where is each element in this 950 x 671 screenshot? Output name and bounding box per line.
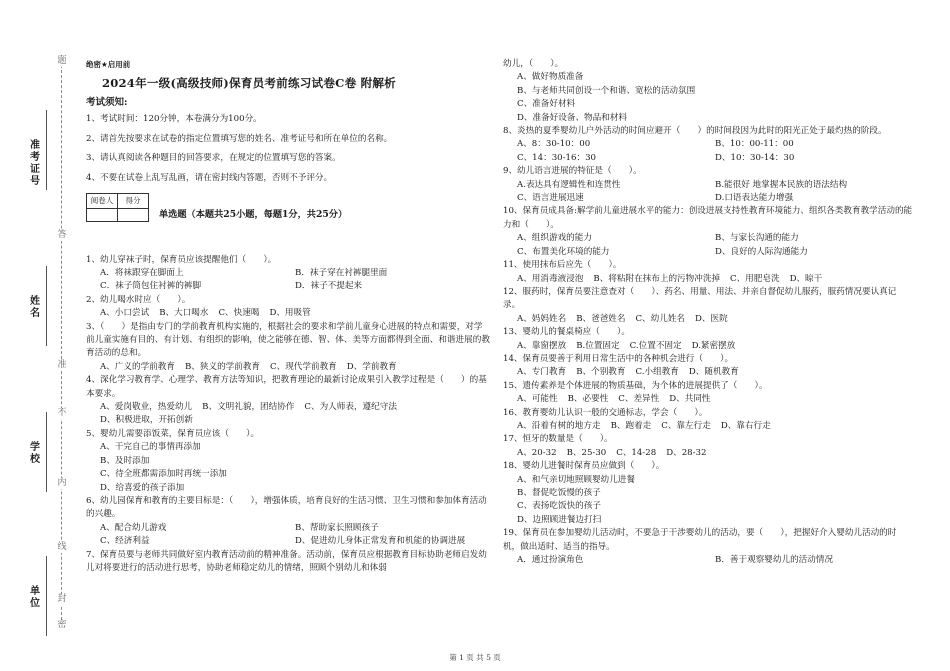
- option-row: [503, 179, 913, 206]
- binding-field-label: 准考证号: [30, 140, 40, 187]
- option-row: [86, 401, 490, 428]
- answer-option[interactable]: D、学前教育: [346, 361, 397, 372]
- notice-item: 1、考试时间：120分钟，本卷满分为100分。: [86, 114, 262, 125]
- answer-option[interactable]: D、边照顾进餐边打扫: [517, 514, 602, 525]
- notice-item: 4、不要在试卷上乱写乱画，请在密封线内答题，否则不予评分。: [86, 173, 333, 183]
- seal-line-mark: 答: [57, 230, 67, 240]
- answer-option[interactable]: B、与家长沟通的能力: [715, 233, 799, 244]
- question-text: 1、幼儿穿袜子时，保育员应该提醒他们（ ）。: [86, 254, 277, 265]
- option-row: [503, 138, 913, 165]
- question-text: 8、炎热的夏季婴幼儿户外活动的时间应避开（ ）的时间段因为此时的阳光正处于最灼热的阶段。: [503, 126, 887, 137]
- answer-option[interactable]: A．将袜跟穿在脚面上: [100, 268, 184, 278]
- answer-option[interactable]: B、25-30: [566, 447, 607, 458]
- binding-field-blank[interactable]: [46, 556, 47, 636]
- answer-option[interactable]: B、文明礼貌，团结协作: [202, 402, 295, 413]
- score-row: [86, 192, 490, 224]
- answer-option[interactable]: B．善于观察婴幼儿的活动情况: [715, 555, 834, 566]
- question-text: 9、幼儿语言进展的特征是（ ）。: [503, 166, 642, 177]
- question-item: [503, 125, 913, 165]
- question-text: 5、婴幼儿需要添饭菜，保育员应该（ ）。: [86, 428, 260, 439]
- option-row: [503, 340, 913, 353]
- answer-option[interactable]: C、现代学前教育: [270, 361, 337, 372]
- question-item: [503, 380, 913, 407]
- answer-option[interactable]: B.能很好 地掌握本民族的语法结构: [715, 179, 848, 190]
- question-item: [503, 259, 913, 286]
- answer-option[interactable]: C、用肥皂洗: [730, 273, 780, 284]
- answer-option[interactable]: C.位置不固定: [629, 340, 682, 351]
- answer-option[interactable]: A、小口尝试: [100, 308, 150, 319]
- secret-label: 绝密★启用前: [86, 60, 131, 69]
- option-row: [503, 273, 913, 286]
- answer-option[interactable]: D、良好的人际沟通能力: [715, 246, 808, 257]
- answer-option[interactable]: B、爸爸姓名: [576, 313, 626, 324]
- answer-option[interactable]: B、个别教育: [576, 367, 626, 378]
- question-item: [503, 58, 913, 125]
- right-question-list: [503, 58, 913, 567]
- question-text: 4、深化学习教育学、心理学、教育方法等知识，把教育理论的最新讨论成果引入教学过程是（ ）的基本要求。: [86, 375, 487, 399]
- score-cell: 得分: [118, 194, 149, 208]
- binding-field-blank[interactable]: [46, 412, 47, 492]
- answer-option[interactable]: D、晾干: [789, 273, 823, 284]
- seal-line-mark: 密: [57, 620, 67, 630]
- option-row: [503, 232, 913, 259]
- answer-option[interactable]: B、必要性: [567, 394, 609, 405]
- spacer: [86, 224, 490, 254]
- answer-option[interactable]: A、20-32: [517, 447, 557, 458]
- notice-list: [86, 113, 490, 185]
- answer-option[interactable]: A、和气亲切地照顾婴幼儿进餐: [517, 474, 635, 485]
- option-row: [503, 447, 913, 460]
- answer-option[interactable]: B、跑着走: [610, 420, 652, 431]
- answer-option[interactable]: B、狭义的学前教育: [184, 361, 261, 372]
- seal-line-mark: 内: [57, 478, 67, 488]
- answer-option[interactable]: D．袜子不提起来: [295, 281, 363, 292]
- question-item: [503, 165, 913, 205]
- question-text: 15、遗传素养是个体进展的物质基础，为个体的进展提供了（ ）。: [503, 380, 768, 391]
- option-row: [86, 307, 490, 320]
- answer-option[interactable]: B、大口喝水: [159, 308, 209, 319]
- option-row: [503, 313, 913, 326]
- answer-option[interactable]: C、为人师表，遵纪守法: [304, 402, 397, 413]
- question-item: [503, 326, 913, 353]
- answer-option[interactable]: A、爱岗敬业，热爱幼儿: [100, 402, 193, 413]
- question-item: [503, 460, 913, 527]
- answer-option[interactable]: C.小组教育: [635, 367, 679, 378]
- answer-option[interactable]: A、专门教育: [517, 367, 567, 378]
- answer-option[interactable]: A、妈妈姓名: [517, 313, 567, 324]
- answer-option[interactable]: A、配合幼儿游戏: [100, 522, 167, 533]
- answer-option[interactable]: C、14-28: [616, 447, 657, 458]
- left-question-list: [86, 254, 490, 576]
- option-row: [503, 554, 913, 567]
- option-row: [503, 393, 913, 406]
- answer-option[interactable]: C．袜子筒包住衬裤的裤脚: [100, 281, 202, 292]
- seal-line-mark: 封: [57, 594, 67, 604]
- question-text: 6、幼儿园保育和教育的主要目标是：（ ），增强体质，培育良好的生活习惯、卫生习惯和参加体育活动的兴趣。: [86, 495, 487, 520]
- question-text: 14、保育员要善于利用日常生活中的各种机会进行（ ）。: [503, 353, 734, 364]
- answer-option[interactable]: A、广义的学前教育: [100, 361, 175, 372]
- question-text: 2、幼儿喝水时应（ ）。: [86, 294, 191, 305]
- binding-field-label: 单位: [30, 586, 40, 609]
- question-text: 11、使用抹布后应先（ ）。: [503, 260, 622, 271]
- seal-line-mark: 线: [57, 542, 67, 552]
- answer-option[interactable]: C、幼儿姓名: [635, 313, 686, 324]
- answer-option[interactable]: C、经济利益: [100, 536, 150, 547]
- section-heading: 单选题（本题共25小题，每题1分，共25分）: [159, 208, 348, 220]
- answer-option[interactable]: D、共同性: [669, 394, 711, 405]
- answer-option[interactable]: B、及时添加: [100, 455, 150, 466]
- score-input-cell[interactable]: [118, 208, 149, 221]
- grader-cell: 阅卷人: [87, 194, 118, 208]
- seal-line-mark: 准: [57, 360, 67, 370]
- question-item: [503, 527, 913, 567]
- exam-title: 2024年一级(高级技师)保育员考前练习试卷C卷 附解析: [102, 76, 396, 91]
- answer-option[interactable]: C、差异性: [618, 394, 660, 405]
- question-item: [86, 549, 490, 576]
- answer-option[interactable]: C、靠左行走: [661, 420, 711, 431]
- grader-input-cell[interactable]: [87, 208, 118, 221]
- answer-option[interactable]: C、表扬吃饭快的孩子: [517, 501, 601, 512]
- option-row: [86, 267, 490, 294]
- answer-option[interactable]: A、可能性: [517, 394, 558, 405]
- question-item: [503, 353, 913, 380]
- question-text: 3、（ ）是指由专门的学前教育机构实施的，根据社会的要求和学前儿童身心进展的特点和需要，对学前儿童实施有目的、有计划、有组织的影响，使之能够在德、智、体、美等方面都得到全面、和谐进展的教育活动的总和。: [86, 321, 490, 359]
- answer-option[interactable]: A、干完自己的事情再添加: [100, 442, 201, 453]
- question-item: [503, 205, 913, 259]
- answer-option[interactable]: B、督促吃饭慢的孩子: [517, 488, 601, 498]
- answer-option[interactable]: D.口语表达能力增强: [715, 193, 794, 204]
- answer-option[interactable]: B、将粘附在抹布上的污物冲洗掉: [593, 273, 721, 284]
- question-item: [86, 428, 490, 495]
- option-row: [503, 420, 913, 433]
- question-item: [503, 407, 913, 434]
- score-table: [86, 193, 149, 221]
- answer-option[interactable]: A、沿着有树的地方走: [517, 420, 601, 431]
- binding-field-blank[interactable]: [46, 266, 47, 346]
- binding-strip: [0, 0, 80, 671]
- answer-option[interactable]: D、用吸管: [269, 308, 311, 319]
- answer-option[interactable]: C、快速喝: [218, 308, 260, 319]
- answer-option[interactable]: B、10：00-11：00: [715, 139, 794, 150]
- answer-option[interactable]: B.位置固定: [576, 340, 620, 351]
- question-item: [86, 374, 490, 428]
- answer-option[interactable]: D、准备好设备、物品和材料: [517, 112, 628, 123]
- answer-option[interactable]: C、准备好材料: [517, 99, 576, 110]
- answer-option[interactable]: D、靠右行走: [720, 420, 771, 431]
- question-text: 16、教育婴幼儿认识一般的交通标志，学会（ ）。: [503, 407, 708, 418]
- question-item: [86, 254, 490, 294]
- question-text: 10、保育员成具备:解学前儿童进展水平的能力：创设进展支持性教育环境能力、组织各类教育教学活动的能力和（ ）。: [503, 206, 913, 230]
- question-text: 13、婴幼儿的餐桌椅应（ ）。: [503, 327, 630, 338]
- answer-option[interactable]: C、14：30-16：30: [517, 152, 597, 163]
- answer-option[interactable]: C、语言进展迅速: [517, 193, 584, 204]
- question-text: 7、保育员要与老师共同做好室内教育活动前的精神准备。活动前，保育员应根据教育目标协助老师启发幼儿对将要进行的活动进行思考，协助老师稳定幼儿的情绪，照顾个别幼儿和体弱: [86, 549, 487, 573]
- seal-line-mark: 不: [57, 408, 67, 418]
- answer-option[interactable]: B、帮助家长照顾孩子: [295, 522, 379, 533]
- question-text: 17、恒牙的数量是（ ）。: [503, 434, 613, 445]
- question-text: 18、婴幼儿进餐时保育员应做到（ ）。: [503, 461, 665, 472]
- question-item: [503, 286, 913, 326]
- notice-item: 3、请认真阅读各种题目的回答要求，在规定的位置填写您的答案。: [86, 153, 341, 164]
- binding-field-label: 姓名: [30, 296, 40, 319]
- notice-heading: 考试须知:: [86, 96, 128, 108]
- seal-line-mark: 题: [57, 56, 67, 66]
- answer-option[interactable]: A、靠窗摆放: [517, 340, 567, 351]
- answer-option[interactable]: A、8：30-10：00: [517, 139, 591, 150]
- option-row: [86, 522, 490, 549]
- page-footer: 第 1 页 共 5 页: [449, 653, 501, 662]
- answer-option[interactable]: D、随机教育: [688, 367, 739, 378]
- answer-option[interactable]: D、医院: [695, 313, 728, 324]
- answer-option[interactable]: D、促进幼儿身体正常发育和机能的协调进展: [295, 536, 466, 547]
- answer-option[interactable]: B．袜子穿在衬裤腿里面: [295, 268, 388, 278]
- answer-option[interactable]: A.表达具有逻辑性和连贯性: [517, 179, 621, 190]
- answer-option[interactable]: C、布置美化环境的能力: [517, 246, 610, 257]
- question-text: 19、保育员在参加婴幼儿活动时，不要急于干涉婴幼儿的活动，要（ ），把握好介入婴幼儿活动的时机，做出适时、适当的指导。: [503, 528, 897, 552]
- answer-option[interactable]: C、待全班都需添加时再统一添加: [100, 469, 227, 480]
- right-column: [503, 58, 913, 567]
- question-text: 12、服药时，保育员要注意查对（ ）、药名、用量、用法、并亲自督促幼儿服药，服药情况要认真记录。: [503, 286, 897, 311]
- question-item: [86, 321, 490, 375]
- question-text: 幼儿，（ ）。: [503, 59, 564, 69]
- option-row: [503, 366, 913, 379]
- answer-option[interactable]: D、28-32: [666, 447, 707, 458]
- answer-option[interactable]: B、与老师共同创设一个和谐、宽松的活动氛围: [517, 85, 696, 96]
- question-item: [86, 294, 490, 321]
- answer-option[interactable]: D、10：30-14：30: [715, 152, 795, 163]
- question-item: [86, 495, 490, 549]
- answer-option[interactable]: D.紧密摆放: [691, 340, 736, 351]
- answer-option[interactable]: A．通过扮演角色: [517, 555, 584, 566]
- answer-option[interactable]: D、给喜爱的孩子添加: [100, 482, 185, 493]
- answer-option[interactable]: A、组织游戏的能力: [517, 233, 592, 244]
- notice-item: 2、请首先按要求在试卷的指定位置填写您的姓名、准考证号和所在单位的名称。: [86, 133, 393, 144]
- binding-field-blank[interactable]: [46, 110, 47, 190]
- answer-option[interactable]: A、做好物质准备: [517, 72, 584, 83]
- option-row: [86, 361, 490, 374]
- left-column: [86, 58, 490, 575]
- binding-field-label: 学校: [30, 442, 40, 465]
- question-item: [503, 433, 913, 460]
- answer-option[interactable]: A、用消毒液浸泡: [517, 273, 584, 284]
- answer-option[interactable]: D、积极进取，开拓创新: [100, 415, 193, 426]
